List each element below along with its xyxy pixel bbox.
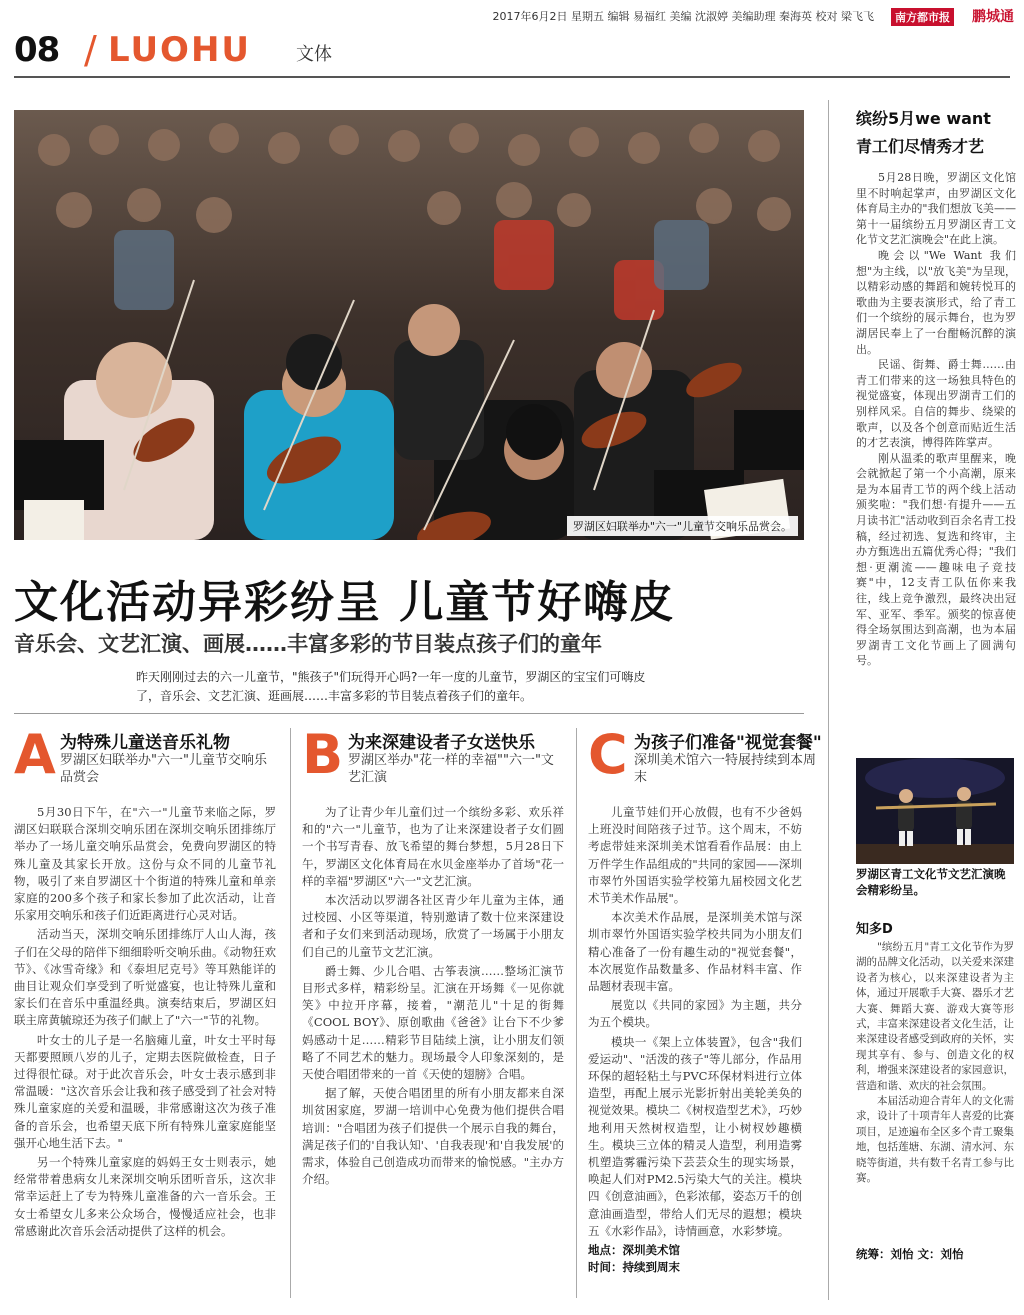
did-you-know-paragraph: 本届活动迎合青年人的文化需求，设计了十项青年人喜爱的比赛项目，足迹遍布全区多个青工聚集地，包括莲塘、东湖、清水河、东晓等街道，共有数千名青工参与比赛。 (856, 1095, 1014, 1185)
story-paragraph: 模块一《架上立体装置》，包含"我们爱运动"、"活泼的孩子"等儿部分，作品用环保的超轻粘土与PVC环保材料进行立体造型，再配上展示光影折射出美轮美奂的视觉效果。模块二《树杈造型艺术》，巧妙地利用天然树杈造型，让小树杈妙趣横生。模块三立体的精灵人造型，利用造雾机塑造雾霾污染下芸芸众生的现实场景，唤起人们对PM2.5污染大气的关注。模块四《创意油画》，色彩浓郁，姿态万千的创意油画造型，带给人们无尽的遐想；模块五《水彩作品》，诗情画意，水彩梦境。 (588, 1034, 802, 1238)
story-paragraph: 据了解，天使合唱团里的所有小朋友都来自深圳贫困家庭，罗湖一培训中心免费为他们提供合唱培训："合唱团为孩子们提供一个展示自我的舞台，满足孩子们的'自我认知'、'自我表现'和'自我发展'的需求，体验自己创造成功而带来的愉悦感。"主办方介绍。 (302, 1086, 564, 1187)
sidebar-body (856, 170, 1016, 669)
sidebar-heading-line1: 缤纷5月we want (856, 109, 991, 128)
story-body (14, 804, 276, 1242)
sidebar-paragraph: 民谣、街舞、爵士舞……由青工们带来的这一场独具特色的视觉盛宴，体现出罗湖青工们的别样风采。自信的舞步、绕梁的歌声，以及各个创意而贴近生活的才艺表演，博得阵阵掌声。 (856, 358, 1016, 450)
story-body (302, 804, 564, 1190)
story-paragraph: 5月30日下午，在"六一"儿童节来临之际，罗湖区妇联联合深圳交响乐团在深圳交响乐团排练厅举办了一场儿童交响乐品赏会，免费向罗湖区的特殊儿童及其家长开放。这份与众不同的儿童节礼物，吸引了来自罗湖区十个街道的特殊儿童和单亲家庭的200多个孩子和家长参加了此次活动，让音乐家用交响乐和孩子们近距离进行心灵对话。 (14, 805, 276, 923)
story-paragraph: 活动当天，深圳交响乐团排练厅人山人海，孩子们在父母的陪伴下细细聆听交响乐曲。《动物狂欢节》、《冰雪奇缘》和《泰坦尼克号》等耳熟能详的曲目让观众们享受到了听觉盛宴，也让特殊儿童和家长们在音乐中重温经典。演奏结束后，罗湖区妇联主席黄毓琼还为孩子们献上了"六一"节的礼物。 (14, 927, 276, 1028)
event-time: 时间：持续到周末 (588, 1260, 680, 1275)
newspaper-logo: 南方都市报 (891, 8, 954, 26)
lede-divider (14, 713, 804, 714)
brand-logo: 鹏城通 (972, 9, 1014, 25)
author-credit: 统筹：刘怡 文：刘怡 (856, 1247, 964, 1261)
story-paragraph: 另一个特殊儿童家庭的妈妈王女士则表示，她经常带着患病女儿来深圳交响乐团听音乐，这次非常幸运赶上了专为特殊儿童准备的六一音乐会。王女士希望女儿多来公众场合，慢慢适应社会，也非常感谢此次音乐会活动提供了这样的机会。 (14, 1155, 276, 1238)
issue-meta: 2017年6月2日 星期五 编辑 易福红 美编 沈淑婷 美编助理 秦海英 校对 梁飞飞 (492, 10, 874, 23)
page-subheadline: 音乐会、文艺汇演、画展……丰富多彩的节目装点孩子们的童年 (14, 632, 602, 656)
main-photo (14, 110, 804, 540)
column-divider (290, 728, 291, 1298)
did-you-know-paragraph: "缤纷五月"青工文化节作为罗湖的品牌文化活动，以关爱来深建设者为核心，以来深建设者为主体，通过开展歌手大赛、器乐才艺大赛、舞蹈大赛、游戏大赛等形式，丰富来深建设者文化生活，让来深建设者感受到政府的关怀，实现其享有、参与、创造文化的权利，增强来深建设者的家园意识，营造和谐、欢庆的社会氛围。 (856, 941, 1014, 1092)
column-divider (576, 728, 577, 1298)
story-paragraph: 展览以《共同的家园》为主题，共分为五个模块。 (588, 998, 802, 1030)
story-heading: 为来深建设者子女送快乐 (348, 733, 535, 753)
page-headline: 文化活动异彩纷呈 儿童节好嗨皮 (14, 577, 676, 628)
photo-caption: 罗湖区妇联举办"六一"儿童节交响乐品赏会。 (567, 516, 798, 536)
sidebar-paragraph: 刚从温柔的歌声里醒来，晚会就掀起了第一个小高潮，原来是为本届青工节的两个线上活动颁奖啦："我们想·有提升——五月读书汇"活动收到百余名青工投稿，经过初选、复选和终审，主办方甄选出五篇优秀心得；"我们想·更潮流——趣味电子竞技赛"中，12支青工队伍你来我往，线上竞争激烈，最终决出冠军、亚军、季军。颁奖的惊喜使得全场氛围达到高潮，也为本届罗湖青工文化节画上了圆满句号。 (856, 451, 1016, 668)
page-header (14, 30, 1014, 70)
lede-paragraph: 昨天刚刚过去的六一儿童节，"熊孩子"们玩得开心吗?一年一度的儿童节，罗湖区的宝宝们可嗨皮了，音乐会、文艺汇演、逛画展……丰富多彩的节目装点着孩子们的童年。 (136, 670, 646, 703)
orchestra-photo-illustration (14, 110, 804, 540)
section-title: LUOHU (108, 30, 252, 70)
top-meta-bar (0, 6, 1024, 28)
story-letter: B (302, 723, 344, 786)
right-column-divider (828, 100, 829, 1300)
story-subheading: 深圳美术馆六一特展持续到本周末 (634, 753, 817, 785)
page-number: 08 (14, 30, 60, 70)
header-slash: / (84, 28, 97, 72)
sidebar-paragraph: 晚会以"We Want 我们想"为主线，以"放飞美"为呈现，以精彩动感的舞蹈和婉转悦耳的歌曲为主要表演形式，给了青工们一个缤纷的展示舞台，也为罗湖居民奉上了一台酣畅沉醉的演出。 (856, 248, 1016, 356)
section-subtitle: 文体 (296, 44, 332, 65)
header-divider (14, 76, 1010, 78)
story-paragraph: 爵士舞、少儿合唱、古筝表演……整场汇演节目形式多样，精彩纷呈。汇演在开场舞《一见你就笑》中拉开序幕，接着，"潮范儿"十足的街舞《COOL BOY》、原创歌曲《爸爸》让台下不少爹妈感动十足……精彩节目陆续上演，让小朋友们领略了不同艺术的魅力。现场最令人印象深刻的，是天使合唱团带来的一首《天使的翅膀》合唱。 (302, 963, 564, 1082)
did-you-know-title: 知多D (856, 922, 893, 937)
story-heading: 为孩子们准备"视觉套餐" (634, 733, 822, 753)
story-subheading: 罗湖区妇联举办"六一"儿童节交响乐品赏会 (60, 753, 267, 785)
story-paragraph: 叶女士的儿子是一名脑瘫儿童，叶女士平时每天都要照顾八岁的儿子，定期去医院做检查，日子过得很忙碌。对于此次音乐会，叶女士表示感到非常温暖："这次音乐会让我和孩子感受到了社会对特殊儿童家庭的关爱和温暖，非常感谢这次为孩子准备的音乐会，也希望天底下所有特殊儿童家庭能坚强开心地生活下去。" (14, 1032, 276, 1150)
story-heading: 为特殊儿童送音乐礼物 (60, 733, 230, 753)
sidebar-photo (856, 758, 1014, 864)
story-body (588, 804, 802, 1276)
story-paragraph: 为了让青少年儿童们过一个缤纷多彩、欢乐祥和的"六一"儿童节，也为了让来深建设者子女们圆一个书写青春、放飞希望的舞台梦想，5月28日下午，罗湖区文化体育局在水贝金座举办了首场"花一样的幸福"罗湖区"六一"文艺汇演。 (302, 805, 564, 888)
sidebar-paragraph: 5月28日晚，罗湖区文化馆里不时响起掌声，由罗湖区文化体育局主办的"我们想放飞美——第十一届缤纷五月罗湖区青工文化节文艺汇演晚会"在此上演。 (856, 171, 1016, 247)
story-letter: C (588, 723, 628, 786)
stage-performance-illustration (856, 758, 1014, 864)
sidebar-heading-line2: 青工们尽情秀才艺 (856, 137, 985, 156)
story-letter: A (14, 723, 56, 786)
sidebar-photo-caption: 罗湖区青工文化节文艺汇演晚会精彩纷呈。 (856, 867, 1006, 897)
story-paragraph: 本次活动以罗湖各社区青少年儿童为主体，通过校园、小区等渠道，特别邀请了数十位来深建设者和子女们来到活动现场，欣赏了一场属于小朋友们自己的儿童节文艺汇演。 (302, 893, 564, 959)
story-paragraph: 儿童节娃们开心放假，也有不少爸妈上班没时间陪孩子过节。这个周末，不妨考虑带娃来深圳美术馆看看作品展：由上万件学生作品组成的"共同的家园——深圳市翠竹外国语实验学校第九届校园文化艺术节美术作品展"。 (588, 805, 802, 906)
event-location: 地点：深圳美术馆 (588, 1243, 680, 1258)
story-paragraph: 本次美术作品展，是深圳美术馆与深圳市翠竹外国语实验学校共同为小朋友们精心准备了一份有趣生动的"视觉套餐"，本次展览作品数量多、作品材料丰富、作品题材表现丰富。 (588, 910, 802, 994)
story-subheading: 罗湖区举办"花一样的幸福""六一"文艺汇演 (348, 753, 554, 785)
did-you-know-body (856, 940, 1014, 1187)
